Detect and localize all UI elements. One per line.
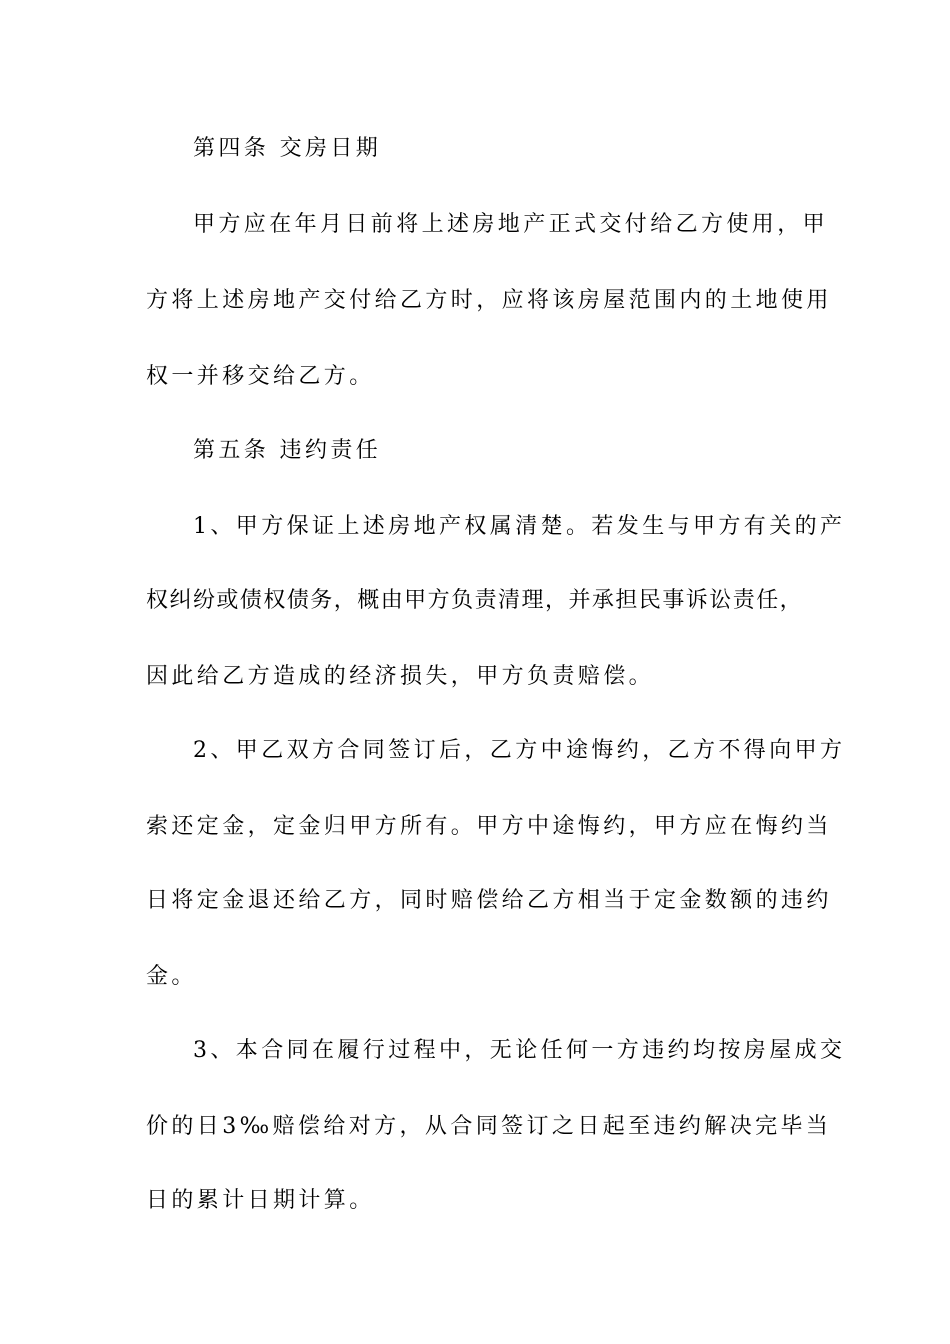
article-4-paragraph-line-1: 甲方应在年月日前将上述房地产正式交付给乙方使用，甲 <box>193 212 829 237</box>
clause-2-line-4: 金。 <box>146 964 197 989</box>
clause-3-line-1: 3、本合同在履行过程中，无论任何一方违约均按房屋成交 <box>193 1038 846 1063</box>
clause-3-line-3: 日的累计日期计算。 <box>146 1188 375 1213</box>
clause-1-line-1: 1、甲方保证上述房地产权属清楚。若发生与甲方有关的产 <box>193 514 846 539</box>
article-5-heading: 第五条 违约责任 <box>193 438 382 463</box>
clause-2-line-1: 2、甲乙双方合同签订后，乙方中途悔约，乙方不得向甲方 <box>193 738 846 763</box>
article-4-paragraph-line-3: 权一并移交给乙方。 <box>146 364 375 389</box>
article-4-heading: 第四条 交房日期 <box>193 136 382 161</box>
clause-1-line-2: 权 纠 纷 或 债 权 债 务 ， 概 由 甲 方 负 责 清 理 ， 并 承 担 民 事 诉 讼 责 任 ， <box>146 588 802 613</box>
clause-2-line-3: 日将定金退还给乙方，同时赔偿给乙方相当于定金数额的违约 <box>146 888 832 913</box>
clause-1-line-3: 因此给乙方造成的经济损失，甲方负责赔偿。 <box>146 664 655 689</box>
article-4-paragraph-line-2: 方将上述房地产交付给乙方时，应将该房屋范围内的土地使用 <box>146 288 832 313</box>
clause-2-line-2: 索还定金，定金归甲方所有。甲方中途悔约，甲方应在悔约当 <box>146 814 832 839</box>
clause-3-line-2: 价的日3‰赔偿给对方，从合同签订之日起至违约解决完毕当 <box>146 1114 832 1139</box>
